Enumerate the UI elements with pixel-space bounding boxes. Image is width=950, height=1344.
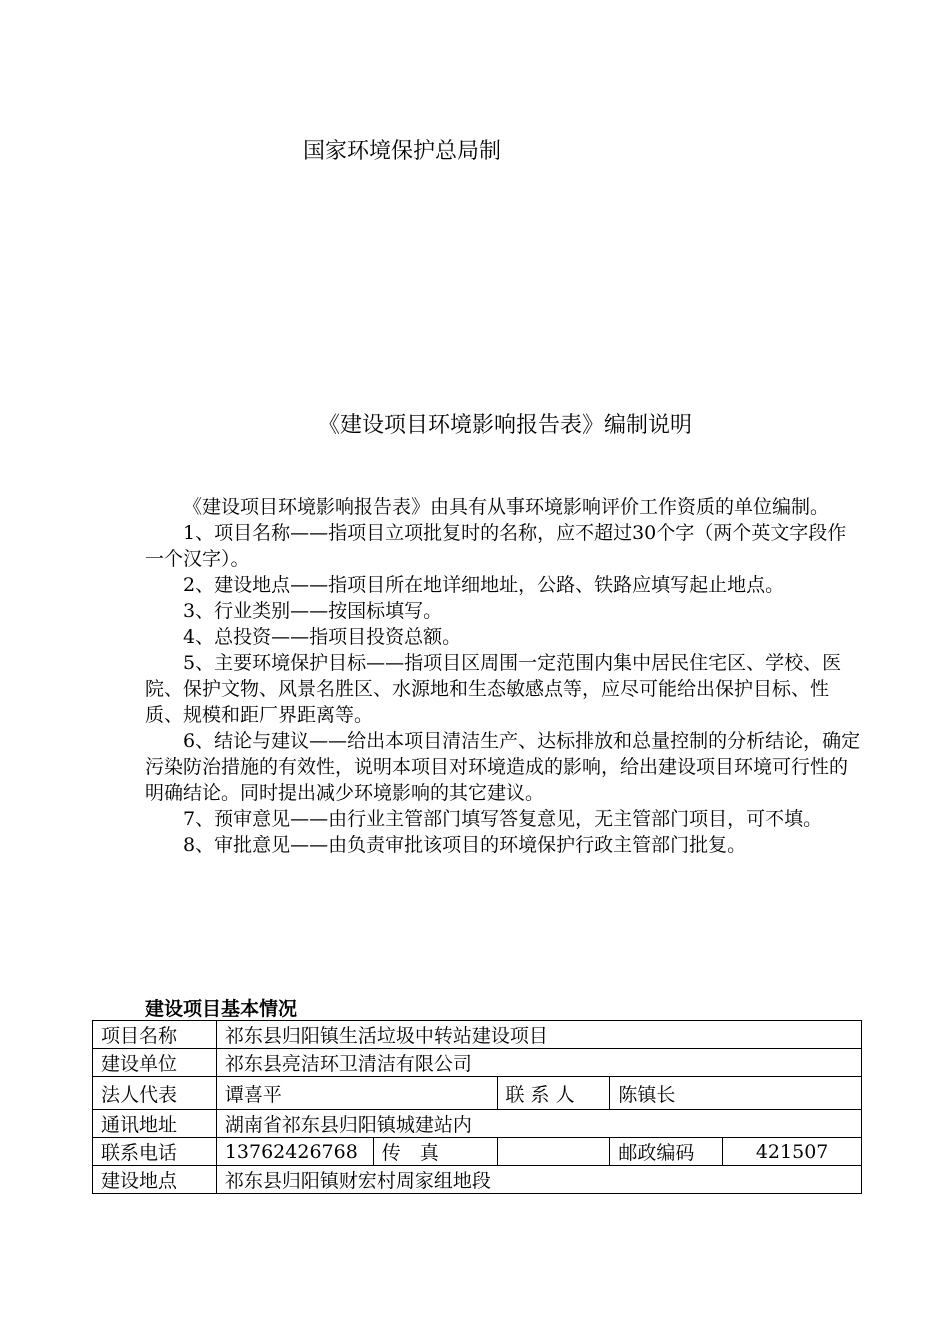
phone-label: 联系电话 (93, 1138, 217, 1166)
builder-label: 建设单位 (93, 1049, 217, 1077)
postcode-value: 421507 (723, 1138, 862, 1166)
table-row (93, 1049, 862, 1077)
paragraph-5: 5、主要环境保护目标——指项目区周围一定范围内集中居民住宅区、学校、医院、保护文物、风景名胜区、水源地和生态敏感点等，应尽可能给出保护目标、性质、规模和距厂界距离等。 (145, 652, 842, 726)
paragraph-intro: 《建设项目环境影响报告表》由具有从事环境影响评价工作资质的单位编制。 (183, 496, 830, 518)
table-row (93, 1110, 862, 1138)
paragraph-4: 4、总投资——指项目投资总额。 (183, 626, 462, 648)
paragraph-2: 2、建设地点——指项目所在地详细地址，公路、铁路应填写起止地点。 (183, 574, 785, 596)
builder-value: 祁东县亮洁环卫清洁有限公司 (216, 1049, 861, 1077)
agency-name: 国家环境保护总局制 (303, 139, 502, 164)
table-row (93, 1021, 862, 1049)
table-row (93, 1138, 862, 1166)
paragraph-6: 6、结论与建议——给出本项目清洁生产、达标排放和总量控制的分析结论，确定污染防治措施的有效性，说明本项目对环境造成的影响，给出建设项目环境可行性的明确结论。同时提出减少环境影响的其它建议。 (145, 730, 861, 804)
contact-value: 陈镇长 (610, 1077, 862, 1110)
legal-rep-label: 法人代表 (93, 1077, 217, 1110)
postcode-label: 邮政编码 (610, 1138, 723, 1166)
document-title: 《建设项目环境影响报告表》编制说明 (317, 413, 692, 438)
address-label: 通讯地址 (93, 1110, 217, 1138)
table-row (93, 1166, 862, 1194)
instructions-body (145, 494, 865, 858)
section-title: 建设项目基本情况 (145, 998, 298, 1020)
paragraph-8: 8、审批意见——由负责审批该项目的环境保护行政主管部门批复。 (183, 834, 747, 856)
project-name-value: 祁东县归阳镇生活垃圾中转站建设项目 (216, 1021, 861, 1049)
legal-rep-value: 谭喜平 (216, 1077, 497, 1110)
site-label: 建设地点 (93, 1166, 217, 1194)
contact-label: 联 系 人 (497, 1077, 610, 1110)
paragraph-7: 7、预审意见——由行业主管部门填写答复意见，无主管部门项目，可不填。 (183, 808, 823, 830)
project-info-table (92, 1020, 862, 1194)
phone-value: 13762426768 (216, 1138, 373, 1166)
fax-value (497, 1138, 610, 1166)
fax-label: 传 真 (373, 1138, 497, 1166)
paragraph-3: 3、行业类别——按国标填写。 (183, 600, 443, 622)
site-value: 祁东县归阳镇财宏村周家组地段 (216, 1166, 861, 1194)
table-row (93, 1077, 862, 1110)
address-value: 湖南省祁东县归阳镇城建站内 (216, 1110, 861, 1138)
paragraph-1: 1、项目名称——指项目立项批复时的名称，应不超过30个字（两个英文字段作一个汉字）。 (145, 522, 847, 570)
project-name-label: 项目名称 (93, 1021, 217, 1049)
